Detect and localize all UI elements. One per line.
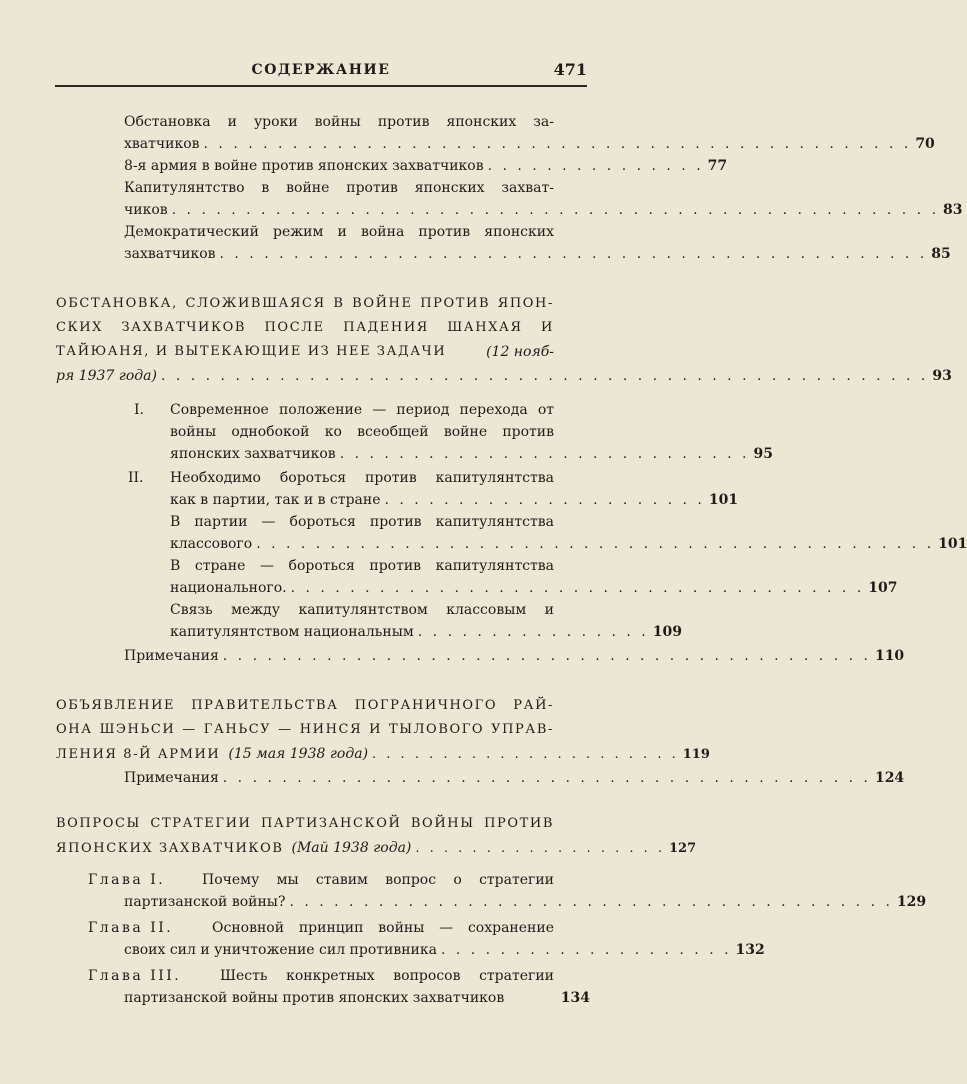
toc-page-number: 132	[735, 942, 765, 958]
toc-entry-line[interactable]	[170, 488, 739, 512]
toc-article-title	[56, 718, 554, 742]
leader-dots: . . . . . . . . . . . . . . . . . . . . . . . . . . . . . . . . . . . . . . . . . . . .	[222, 648, 871, 664]
toc-entry-text: Примечания	[124, 770, 219, 786]
toc-entry-text: Современное положение — период перехода от	[170, 402, 554, 418]
toc-entry-text: Капитулянтство в войне против японских захват-	[124, 180, 554, 196]
toc-entry-line[interactable]	[124, 644, 905, 668]
leader-dots: . . . . . . . . . . . . . . . . . . . . . .	[384, 492, 705, 508]
header-rule	[55, 85, 587, 87]
leader-dots: . . . . . . . . . . . . . . .	[487, 158, 704, 174]
leader-dots: . . . . . . . . . . . . . . . . . . . . . . . . . . . . . . . . . . . . . . . . . . . . . . . . . . . .	[171, 202, 940, 218]
section-label: Глава III.	[88, 968, 182, 984]
leader-dots: . . . . . . . . . . . . . . . . . . . . . . . . . . . . . . . . . . . . . . . . . . . . . . . . . . . .	[160, 368, 929, 384]
toc-entry-text: Примечания	[124, 648, 219, 664]
toc-page-number: 83	[943, 202, 963, 218]
toc-entry-text: ОБЪЯВЛЕНИЕ ПРАВИТЕЛЬСТВА ПОГРАНИЧНОГО РАЙ-	[56, 698, 554, 713]
header-title: СОДЕРЖАНИЕ	[251, 62, 391, 78]
toc-entry-line[interactable]	[170, 576, 898, 600]
toc-entry-line[interactable]	[124, 938, 765, 962]
toc-page-number: 109	[652, 624, 682, 640]
toc-article-title	[56, 340, 554, 364]
toc-entry-line[interactable]	[170, 620, 682, 644]
section-numeral	[134, 398, 166, 422]
toc-page-number: 101	[938, 536, 967, 552]
toc-entry-line[interactable]	[56, 742, 710, 766]
toc-entry-text: В партии — бороться против капитулянтства	[170, 514, 554, 530]
toc-page-number: 107	[868, 580, 898, 596]
section-label: I.	[134, 402, 144, 418]
toc-entry-text: ВОПРОСЫ СТРАТЕГИИ ПАРТИЗАНСКОЙ ВОЙНЫ ПРОТИВ	[56, 816, 554, 831]
section-label: Глава I.	[88, 872, 166, 888]
toc-article-title	[56, 292, 554, 316]
toc-entry-text: В стране — бороться против капитулянтства	[170, 558, 554, 574]
toc-page-number: 77	[707, 158, 728, 174]
toc-entry-line[interactable]	[170, 532, 967, 556]
toc-entry-line	[170, 466, 554, 490]
toc-article-title	[56, 694, 554, 718]
toc-entry-line	[170, 398, 554, 422]
chapter-label	[88, 868, 198, 892]
header-page-number: 471	[553, 60, 587, 79]
toc-entry-date: ря 1937 года)	[56, 368, 157, 384]
chapter-label	[88, 916, 208, 940]
toc-entry-text: СКИХ ЗАХВАТЧИКОВ ПОСЛЕ ПАДЕНИЯ ШАНХАЯ И	[56, 320, 554, 335]
toc-entry-line[interactable]	[56, 364, 952, 388]
toc-entry-line	[124, 110, 554, 134]
toc-entry-text: капитулянтством национальным	[170, 624, 414, 640]
toc-entry-line[interactable]	[170, 442, 773, 466]
toc-entry-date: (Май 1938 года)	[291, 840, 412, 856]
leader-dots: . . . . . . . . . . . . . . . . . . . . . . . . . . . . . . . . . . . . . . . . . . . .	[222, 770, 871, 786]
toc-entry-text: хватчиков	[124, 136, 200, 152]
toc-entry-line	[202, 868, 554, 892]
toc-entry-line	[170, 598, 554, 622]
toc-page-number: 70	[915, 136, 935, 152]
section-label: Глава II.	[88, 920, 174, 936]
toc-page-number: 127	[669, 841, 697, 856]
toc-entry-text: войны однобокой ко всеобщей войне против	[170, 424, 554, 440]
leader-dots: . . . . . . . . . . . . . . . . . . . .	[440, 942, 732, 958]
section-label: II.	[128, 470, 144, 486]
toc-entry-line	[170, 554, 554, 578]
leader-dots: . . . . . . . . . . . . . . . . . . . . . . . . . . . . . . . . . . . . . . .	[290, 580, 865, 596]
toc-article-title	[56, 316, 554, 340]
toc-entry-text: как в партии, так и в стране	[170, 492, 381, 508]
toc-page-number: 119	[682, 747, 710, 762]
toc-entry-line[interactable]	[124, 766, 905, 790]
toc-entry-text: 8-я армия в войне против японских захватчиков	[124, 158, 484, 174]
toc-entry-text: ОНА ШЭНЬСИ — ГАНЬСУ — НИНСЯ И ТЫЛОВОГО УПРАВ-	[56, 722, 554, 737]
toc-entry-text: ЯПОНСКИХ ЗАХВАТЧИКОВ	[56, 841, 284, 856]
toc-entry-line[interactable]	[56, 836, 697, 860]
toc-entry-text: ОБСТАНОВКА, СЛОЖИВШАЯСЯ В ВОЙНЕ ПРОТИВ ЯПОН-	[56, 296, 554, 311]
toc-entry-text: чиков	[124, 202, 168, 218]
toc-entry-text: национального.	[170, 580, 287, 596]
toc-entry-line	[170, 420, 554, 444]
leader-dots: . . . . . . . . . . . . . . . . . . . . . . . . . . . . . . . . . . . . . . . . . . . . . . . .	[219, 246, 928, 262]
toc-entry-date: (15 мая 1938 года)	[228, 746, 369, 762]
toc-page-number: 93	[932, 368, 952, 384]
toc-entry-text: партизанской войны против японских захватчиков	[124, 990, 505, 1006]
toc-entry-text: японских захватчиков	[170, 446, 336, 462]
toc-entry-text: Связь между капитулянтством классовым и	[170, 602, 554, 618]
toc-entry-date: (12 нояб-	[486, 344, 554, 360]
section-numeral	[128, 466, 166, 490]
toc-entry-text: Обстановка и уроки войны против японских за-	[124, 114, 554, 130]
toc-entry-text: Необходимо бороться против капитулянтства	[170, 470, 554, 486]
chapter-label	[88, 964, 216, 988]
toc-entry-text: Почему мы ставим вопрос о стратегии	[202, 872, 554, 888]
toc-article-title	[56, 812, 554, 836]
leader-dots: . . . . . . . . . . . . . . . . . . . . . . . . . . . .	[339, 446, 750, 462]
leader-dots: . . . . . . . . . . . . . . . . . . . . . . . . . . . . . . . . . . . . . . . . . . . . . . . .	[203, 136, 912, 152]
toc-entry-text: партизанской войны?	[124, 894, 286, 910]
toc-page-number: 110	[874, 648, 905, 664]
toc-entry-text: захватчиков	[124, 246, 216, 262]
toc-entry-line[interactable]	[124, 132, 935, 156]
toc-entry-line[interactable]	[124, 890, 927, 914]
toc-entry-line	[124, 176, 554, 200]
running-header	[55, 56, 587, 88]
toc-entry-line	[220, 964, 554, 988]
toc-entry-text: классового	[170, 536, 253, 552]
toc-entry-line[interactable]	[124, 154, 728, 178]
leader-dots: . . . . . . . . . . . . . . . . . . . . . .	[372, 747, 679, 762]
toc-entry-line[interactable]	[124, 986, 590, 1010]
leader-dots: . . . . . . . . . . . . . . . .	[417, 624, 649, 640]
toc-entry-line	[124, 220, 554, 244]
toc-entry-line[interactable]	[124, 198, 963, 222]
toc-entry-text: Шесть конкретных вопросов стратегии	[220, 968, 554, 984]
toc-page-number: 85	[931, 246, 951, 262]
leader-dots: . . . . . . . . . . . . . . . . . . . . . . . . . . . . . . . . . . . . . . . . . . . . . .	[256, 536, 935, 552]
toc-entry-text: своих сил и уничтожение сил противника	[124, 942, 437, 958]
toc-page-number: 124	[874, 770, 905, 786]
toc-entry-text: ТАЙЮАНЯ, И ВЫТЕКАЮЩИЕ ИЗ НЕЕ ЗАДАЧИ	[56, 344, 447, 359]
toc-page-number: 134	[560, 990, 590, 1006]
toc-entry-text: Демократический режим и война против японских	[124, 224, 554, 240]
toc-entry-text: ЛЕНИЯ 8-Й АРМИИ	[56, 747, 221, 762]
leader-dots: . . . . . . . . . . . . . . . . . .	[415, 841, 666, 856]
toc-entry-line[interactable]	[124, 242, 951, 266]
toc-page-number: 95	[753, 446, 773, 462]
toc-page-number: 129	[896, 894, 927, 910]
toc-entry-text: Основной принцип войны — сохранение	[212, 920, 554, 936]
toc-entry-line	[170, 510, 554, 534]
toc-entry-line	[212, 916, 554, 940]
toc-page-number: 101	[708, 492, 739, 508]
leader-dots: . . . . . . . . . . . . . . . . . . . . . . . . . . . . . . . . . . . . . . . . .	[289, 894, 893, 910]
